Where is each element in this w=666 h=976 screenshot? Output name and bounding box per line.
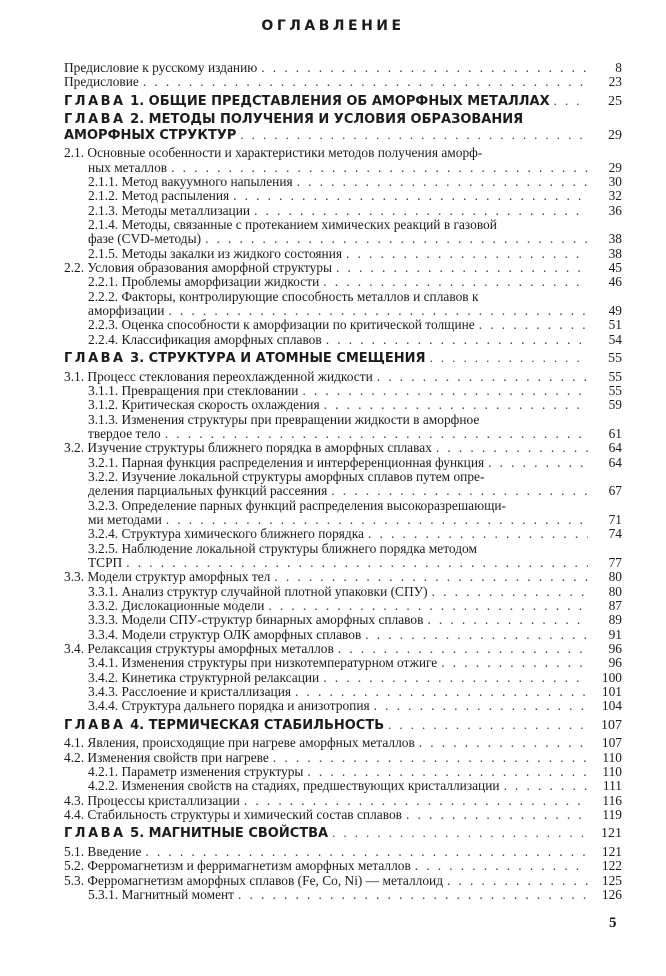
- entry-title: 3.3.3. Модели СПУ-структур бинарных аморфных сплавов: [88, 612, 424, 628]
- entry-page-number: 23: [608, 74, 622, 90]
- entry-page-number: 110: [602, 749, 622, 765]
- entry-page-number: 100: [601, 669, 622, 685]
- dot-leader: [261, 61, 588, 75]
- entry-page-number: 121: [601, 826, 622, 842]
- dot-leader: [388, 718, 588, 733]
- dot-leader: [326, 333, 588, 347]
- toc-entry[interactable]: [64, 585, 622, 599]
- dot-leader: [166, 513, 588, 527]
- entry-page-number: 119: [602, 806, 622, 822]
- toc-entry[interactable]: [64, 685, 622, 699]
- dot-leader: [145, 845, 588, 859]
- toc-entry[interactable]: [64, 146, 622, 175]
- dot-leader: [488, 456, 588, 470]
- dot-leader: [240, 128, 588, 143]
- entry-page-number: 55: [608, 382, 622, 398]
- entry-page-number: 25: [608, 93, 622, 109]
- toc-entry[interactable]: [64, 247, 622, 261]
- entry-title: 5.3.1. Магнитный момент: [88, 886, 235, 902]
- entry-title: 3.3.1. Анализ структур случайной плотной упаковки (СПУ): [88, 583, 428, 599]
- toc-entry[interactable]: [64, 736, 622, 750]
- dot-leader: [332, 826, 588, 841]
- chapter-label: ГЛАВА: [64, 717, 126, 733]
- toc-entry[interactable]: [64, 318, 622, 332]
- entry-title: 3.1.2. Критическая скорость охлаждения: [88, 397, 320, 413]
- entry-title: 4. ТЕРМИЧЕСКАЯ СТАБИЛЬНОСТЬ: [125, 717, 385, 733]
- entry-page-number: 46: [608, 274, 622, 290]
- entry-page-number: 107: [601, 735, 622, 751]
- dot-leader: [297, 175, 588, 189]
- dot-leader: [427, 613, 588, 627]
- table-of-contents: [64, 61, 622, 902]
- dot-leader: [268, 599, 588, 613]
- entry-title: 4.2.1. Параметр изменения структуры: [88, 763, 304, 779]
- chapter-label: ГЛАВА: [64, 93, 126, 109]
- toc-entry[interactable]: [64, 290, 622, 319]
- toc-chapter[interactable]: [64, 351, 622, 367]
- entry-title: 2.2.2. Факторы, контролирующие способность металлов и сплавов к: [88, 288, 479, 304]
- toc-entry[interactable]: [64, 628, 622, 642]
- dot-leader: [479, 318, 588, 332]
- entry-title: 3.3.2. Дислокационные модели: [88, 598, 265, 613]
- dot-leader: [368, 527, 588, 541]
- dot-leader: [447, 874, 588, 888]
- toc-entry[interactable]: [64, 671, 622, 685]
- entry-page-number: 30: [608, 173, 622, 189]
- page-number: 5: [609, 915, 617, 931]
- dot-leader: [307, 765, 588, 779]
- dot-leader: [171, 161, 588, 175]
- entry-title: Предисловие: [64, 74, 139, 90]
- toc-chapter[interactable]: [64, 718, 622, 734]
- dot-leader: [419, 736, 588, 750]
- dot-leader: [302, 384, 588, 398]
- entry-title: 3.2.4. Структура химического ближнего порядка: [88, 526, 364, 542]
- entry-title: 1. ОБЩИЕ ПРЕДСТАВЛЕНИЯ ОБ АМОРФНЫХ МЕТАЛЛАХ: [125, 93, 550, 109]
- entry-page-number: 51: [608, 317, 622, 333]
- entry-page-number: 38: [608, 245, 622, 261]
- toc-entry[interactable]: [64, 413, 622, 442]
- toc-entry[interactable]: [64, 75, 622, 89]
- entry-title: 3.4.3. Расслоение и кристаллизация: [88, 684, 292, 700]
- entry-page-number: 87: [608, 598, 622, 613]
- entry-page-number: 125: [601, 872, 622, 888]
- entry-title: деления парциальных функций рассеяния: [88, 483, 328, 499]
- entry-page-number: 64: [608, 454, 622, 470]
- dot-leader: [274, 570, 588, 584]
- entry-page-number: 49: [608, 302, 622, 318]
- dot-leader: [554, 94, 588, 109]
- entry-title: 3.3. Модели структур аморфных тел: [64, 569, 271, 585]
- entry-page-number: 116: [602, 792, 622, 808]
- entry-title: ных металлов: [88, 159, 168, 175]
- entry-title: 3.2.2. Изучение локальной структуры аморфных сплавов путем опре-: [88, 468, 485, 484]
- entry-title: ТСРП: [88, 554, 123, 570]
- entry-title: 4.4. Стабильность структуры и химический состав сплавов: [64, 806, 402, 822]
- dot-leader: [432, 585, 588, 599]
- toc-entry[interactable]: [64, 333, 622, 347]
- entry-title: 3.4. Релаксация структуры аморфных металлов: [64, 641, 334, 657]
- toc-entry[interactable]: [64, 845, 622, 859]
- entry-page-number: 122: [601, 858, 622, 874]
- entry-page-number: 111: [602, 778, 622, 794]
- toc-entry[interactable]: [64, 599, 622, 613]
- entry-title: 4.3. Процессы кристаллизации: [64, 792, 240, 808]
- toc-entry[interactable]: [64, 613, 622, 627]
- entry-page-number: 61: [608, 425, 622, 441]
- entry-page-number: 54: [608, 331, 622, 347]
- entry-title: 4.1. Явления, происходящие при нагреве аморфных металлов: [64, 735, 415, 751]
- chapter-label: ГЛАВА: [64, 826, 126, 842]
- entry-title: 3. СТРУКТУРА И АТОМНЫЕ СМЕЩЕНИЯ: [125, 351, 426, 366]
- toc-entry[interactable]: [64, 218, 622, 247]
- dot-leader: [126, 556, 588, 570]
- entry-title: 3.2.5. Наблюдение локальной структуры ближнего порядка методом: [88, 540, 477, 556]
- dot-leader: [441, 656, 588, 670]
- entry-title: 2.1.3. Методы металлизации: [88, 202, 251, 218]
- entry-title: 4.2.2. Изменения свойств на стадиях, предшествующих кристаллизации: [88, 778, 500, 794]
- entry-title: фазе (CVD-методы): [88, 231, 202, 247]
- dot-leader: [377, 370, 588, 384]
- entry-page-number: 29: [608, 159, 622, 175]
- toc-entry[interactable]: [64, 642, 622, 656]
- entry-page-number: 80: [608, 569, 622, 585]
- toc-entry[interactable]: [64, 398, 622, 412]
- toc-entry[interactable]: [64, 874, 622, 888]
- entry-page-number: 101: [601, 684, 622, 700]
- entry-page-number: 107: [601, 717, 622, 733]
- entry-page-number: 32: [608, 188, 622, 204]
- dot-leader: [374, 699, 588, 713]
- toc-entry[interactable]: [64, 765, 622, 779]
- dot-leader: [346, 247, 588, 261]
- toc-entry[interactable]: [64, 779, 622, 793]
- entry-title: 2.1.5. Методы закалки из жидкого состояния: [88, 245, 343, 261]
- entry-page-number: 121: [601, 843, 622, 859]
- toc-entry[interactable]: [64, 859, 622, 873]
- entry-title: 4.2. Изменения свойств при нагреве: [64, 749, 269, 765]
- toc-entry[interactable]: [64, 794, 622, 808]
- toc-entry[interactable]: [64, 751, 622, 765]
- dot-leader: [406, 808, 588, 822]
- entry-page-number: 110: [602, 763, 622, 779]
- dot-leader: [254, 204, 588, 218]
- entry-page-number: 8: [615, 60, 622, 75]
- dot-leader: [323, 671, 588, 685]
- toc-entry[interactable]: [64, 175, 622, 189]
- dot-leader: [168, 304, 588, 318]
- toc-entry[interactable]: [64, 441, 622, 455]
- dot-leader: [244, 794, 588, 808]
- toc-entry[interactable]: [64, 456, 622, 470]
- entry-title: 3.3.4. Модели структур ОЛК аморфных сплавов: [88, 626, 362, 642]
- dot-leader: [365, 628, 588, 642]
- entry-title: 3.2.1. Парная функция распределения и интерференционная функция: [88, 454, 485, 470]
- entry-title: аморфизации: [88, 302, 165, 318]
- entry-title: твердое тело: [88, 425, 161, 441]
- dot-leader: [233, 189, 588, 203]
- entry-title: Предисловие к русскому изданию: [64, 60, 258, 75]
- entry-title: ми методами: [88, 511, 162, 527]
- dot-leader: [336, 261, 588, 275]
- toc-entry[interactable]: [64, 261, 622, 275]
- entry-page-number: 74: [608, 526, 622, 542]
- entry-page-number: 96: [608, 641, 622, 657]
- dot-leader: [324, 398, 588, 412]
- entry-title: 2.2.4. Классификация аморфных сплавов: [88, 331, 322, 347]
- dot-leader: [143, 75, 588, 89]
- toc-chapter[interactable]: [64, 826, 622, 842]
- entry-page-number: 45: [608, 259, 622, 275]
- entry-page-number: 55: [608, 351, 622, 366]
- dot-leader: [338, 642, 588, 656]
- entry-title: 2.2. Условия образования аморфной структуры: [64, 259, 333, 275]
- toc-entry[interactable]: [64, 570, 622, 584]
- entry-page-number: 91: [608, 626, 622, 642]
- entry-title: 2.1. Основные особенности и характеристики методов получения аморф-: [64, 145, 483, 161]
- entry-title: 3.1.1. Превращения при стекловании: [88, 382, 299, 398]
- dot-leader: [273, 751, 588, 765]
- entry-page-number: 67: [608, 483, 622, 499]
- toc-entry[interactable]: [64, 204, 622, 218]
- entry-page-number: 64: [608, 440, 622, 456]
- entry-title: 2.1.1. Метод вакуумного напыления: [88, 173, 293, 189]
- dot-leader: [331, 484, 588, 498]
- toc-entry[interactable]: [64, 499, 622, 528]
- toc-entry[interactable]: [64, 888, 622, 902]
- page-title: ОГЛАВЛЕНИЕ: [261, 18, 405, 34]
- entry-title: 5. МАГНИТНЫЕ СВОЙСТВА: [125, 826, 329, 842]
- toc-chapter[interactable]: [64, 113, 622, 143]
- entry-title: 5.3. Ферромагнетизм аморфных сплавов (Fe, Co, Ni) — металлоид: [64, 872, 444, 888]
- entry-title: 3.2. Изучение структуры ближнего порядка в аморфных сплавах: [64, 440, 432, 456]
- entry-title: 2.2.3. Оценка способности к аморфизации по критической толщине: [88, 317, 475, 333]
- entry-page-number: 80: [608, 583, 622, 599]
- entry-page-number: 89: [608, 612, 622, 628]
- entry-title: 2.2.1. Проблемы аморфизации жидкости: [88, 274, 320, 290]
- toc-entry[interactable]: [64, 189, 622, 203]
- dot-leader: [238, 888, 588, 902]
- entry-title: 3.2.3. Определение парных функций распределения высокоразрешающи-: [88, 497, 507, 513]
- toc-entry[interactable]: [64, 384, 622, 398]
- entry-title: 2.1.2. Метод распыления: [88, 188, 230, 204]
- dot-leader: [436, 441, 588, 455]
- toc-entry[interactable]: [64, 699, 622, 713]
- dot-leader: [504, 779, 588, 793]
- entry-title: 2. МЕТОДЫ ПОЛУЧЕНИЯ И УСЛОВИЯ ОБРАЗОВАНИЯ: [125, 112, 524, 128]
- toc-entry[interactable]: [64, 275, 622, 289]
- entry-page-number: 29: [608, 127, 622, 143]
- entry-page-number: 77: [608, 554, 622, 570]
- dot-leader: [415, 859, 588, 873]
- entry-page-number: 38: [608, 231, 622, 247]
- entry-page-number: 104: [601, 698, 622, 714]
- chapter-label: ГЛАВА: [64, 112, 126, 128]
- toc-entry[interactable]: [64, 470, 622, 499]
- entry-title: 3.1. Процесс стеклования переохлажденной жидкости: [64, 368, 373, 384]
- chapter-label: ГЛАВА: [64, 351, 126, 366]
- toc-entry[interactable]: [64, 61, 622, 75]
- dot-leader: [165, 427, 588, 441]
- entry-page-number: 55: [608, 368, 622, 384]
- entry-title: АМОРФНЫХ СТРУКТУР: [64, 127, 237, 143]
- entry-title: 2.1.4. Методы, связанные с протеканием химических реакций в газовой: [88, 216, 497, 232]
- toc-entry[interactable]: [64, 656, 622, 670]
- entry-title: 3.1.3. Изменения структуры при превращении жидкости в аморфное: [88, 411, 480, 427]
- entry-page-number: 36: [608, 202, 622, 218]
- entry-page-number: 126: [601, 886, 622, 902]
- dot-leader: [205, 232, 588, 246]
- toc-entry[interactable]: [64, 370, 622, 384]
- entry-title: 5.1. Введение: [64, 843, 142, 859]
- entry-page-number: 96: [608, 655, 622, 671]
- toc-entry[interactable]: [64, 542, 622, 571]
- entry-title: 5.2. Ферромагнетизм и ферримагнетизм аморфных металлов: [64, 858, 411, 874]
- toc-entry[interactable]: [64, 808, 622, 822]
- dot-leader: [430, 351, 588, 366]
- entry-title: 3.4.4. Структура дальнего порядка и анизотропия: [88, 698, 370, 714]
- entry-page-number: 71: [608, 511, 622, 527]
- dot-leader: [323, 275, 588, 289]
- entry-page-number: 59: [608, 397, 622, 413]
- toc-entry[interactable]: [64, 527, 622, 541]
- entry-title: 3.4.1. Изменения структуры при низкотемпературном отжиге: [88, 655, 438, 671]
- toc-chapter[interactable]: [64, 94, 622, 110]
- dot-leader: [295, 685, 588, 699]
- entry-title: 3.4.2. Кинетика структурной релаксации: [88, 669, 320, 685]
